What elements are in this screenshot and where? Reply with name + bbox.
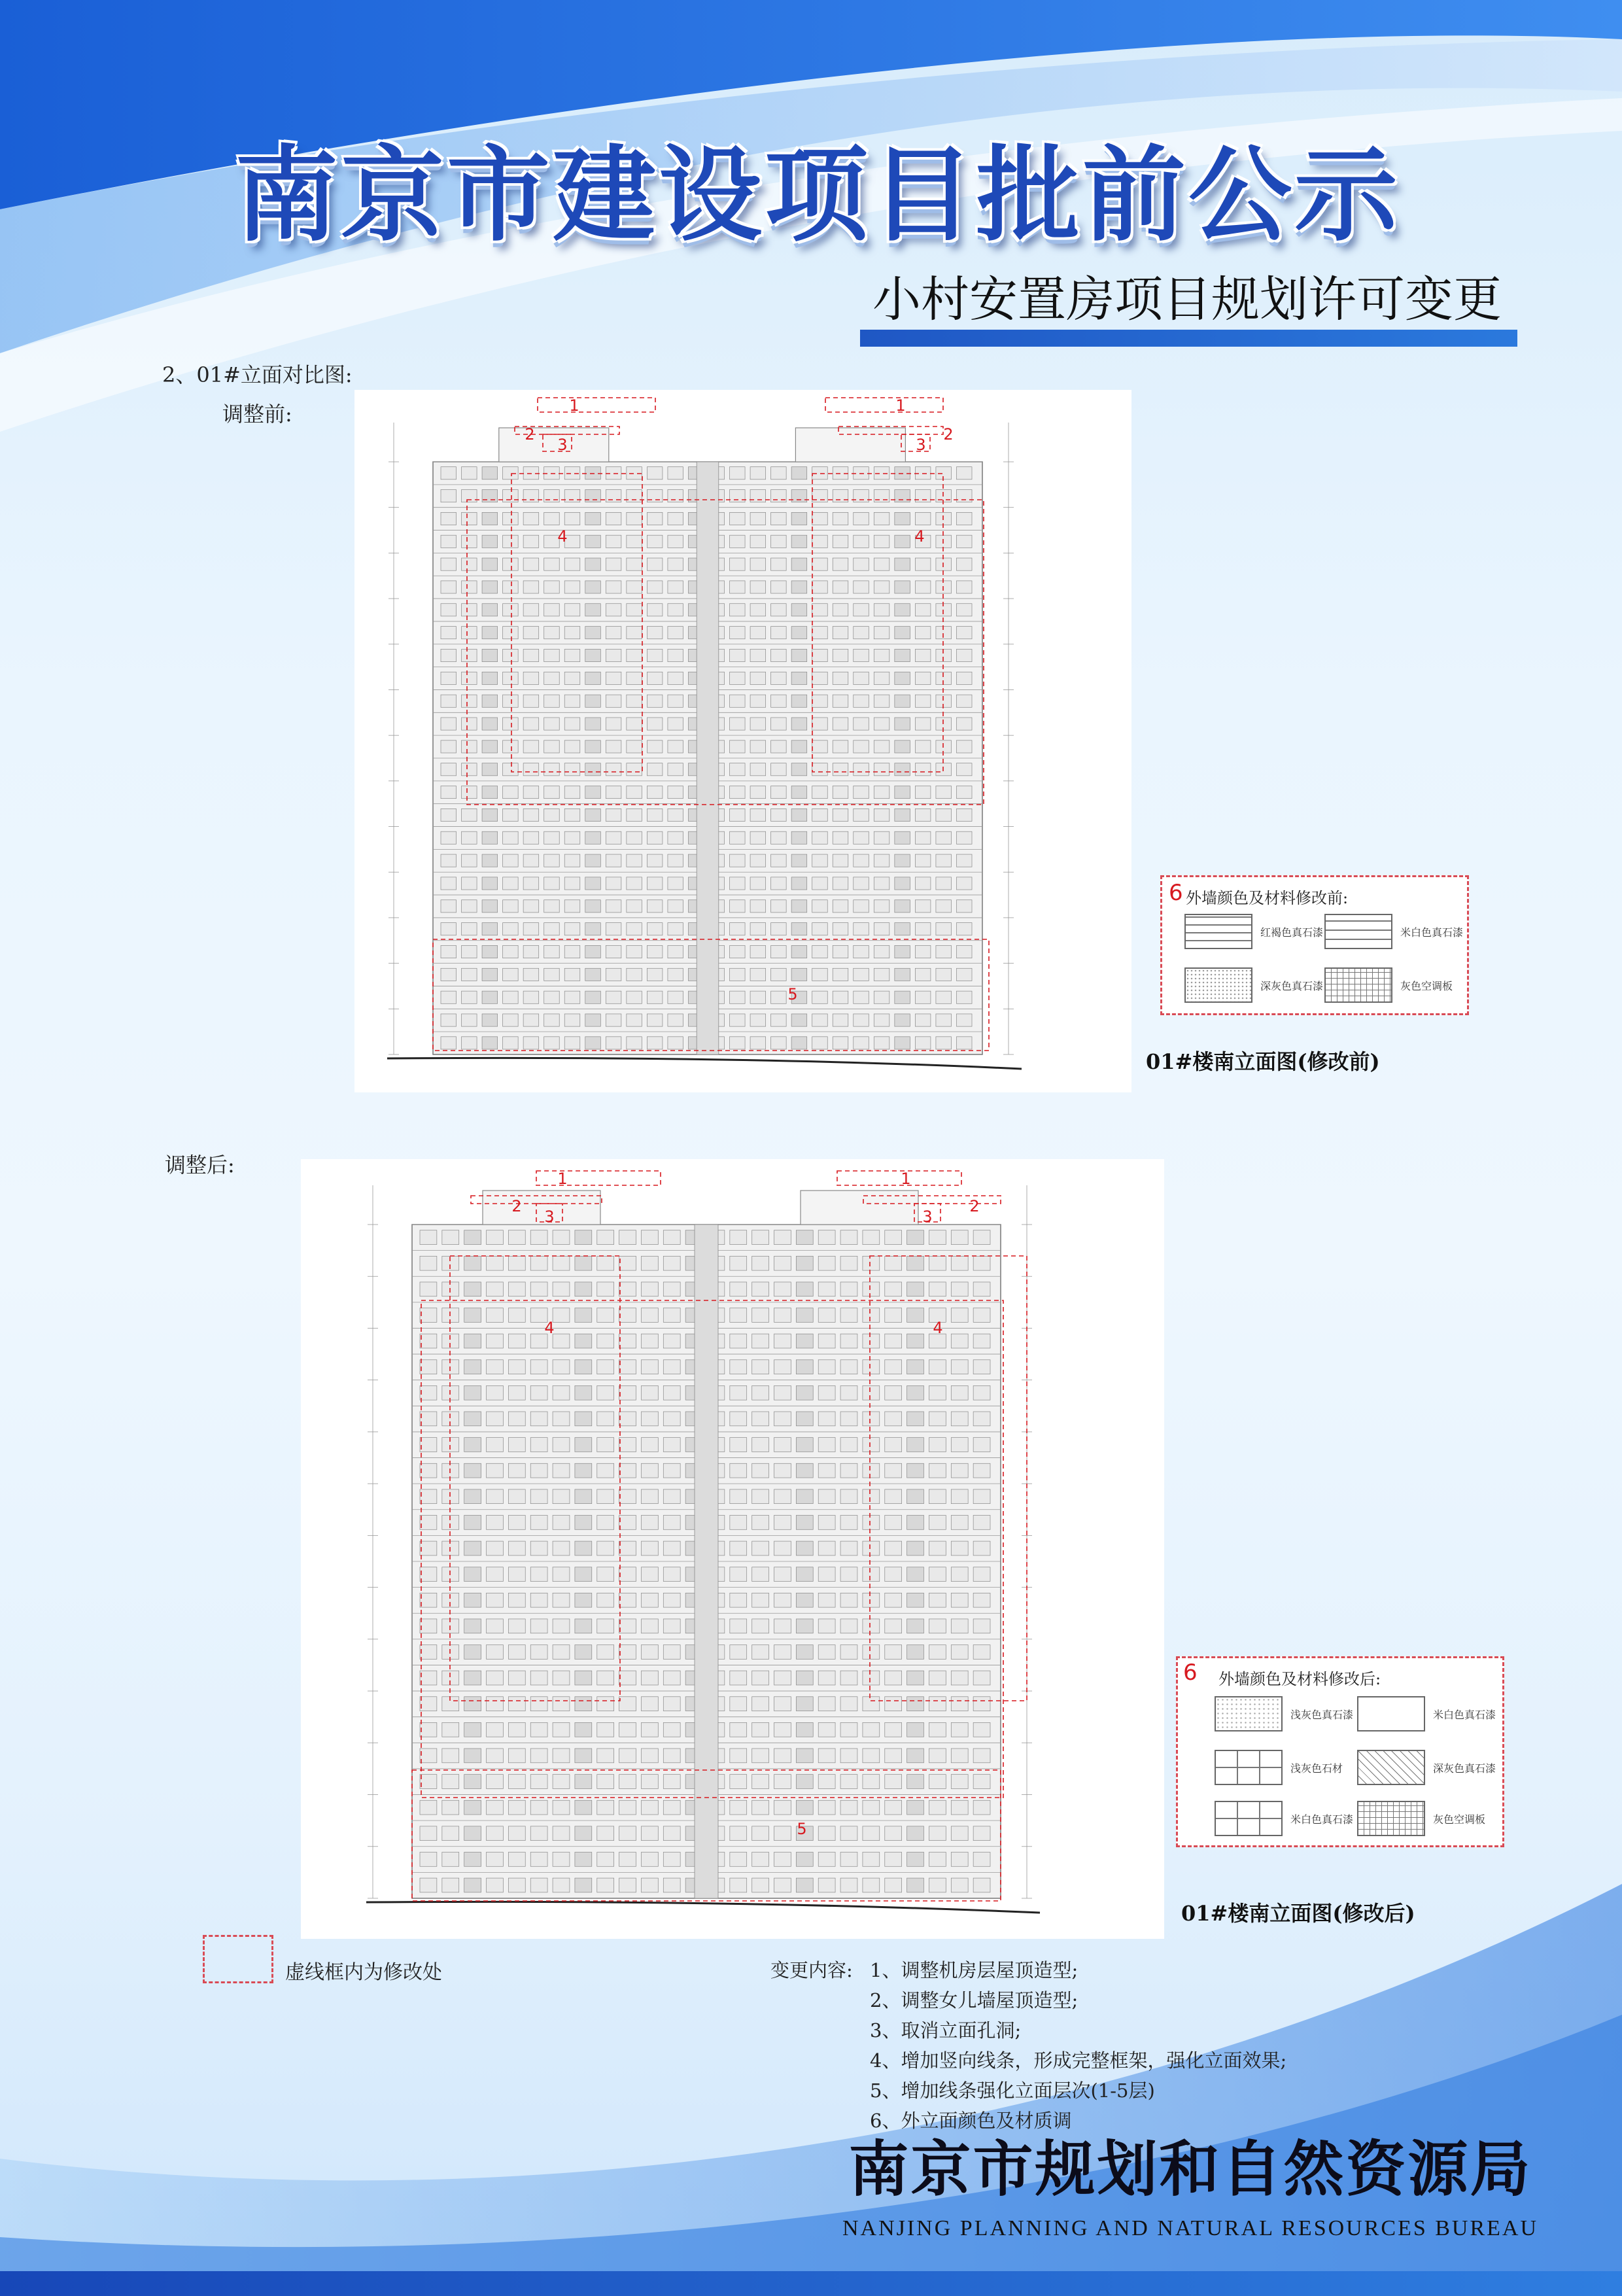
change-marker: 4 <box>557 527 568 546</box>
legend-item-label: 米白色真石漆 <box>1290 1813 1354 1826</box>
change-marker: 2 <box>943 425 954 444</box>
page-title: 南京市建设项目批前公示 <box>235 135 1400 256</box>
note-text: 虚线框内为修改处 <box>285 1961 442 1984</box>
legend-item-label: 浅灰色石材 <box>1290 1762 1343 1775</box>
legend-item-label: 米白色真石漆 <box>1400 926 1464 939</box>
legend-item <box>1215 1801 1353 1836</box>
legend-item-label: 灰色空调板 <box>1400 979 1453 992</box>
legend-after <box>1176 1656 1504 1847</box>
legend-after-number: 6 <box>1183 1660 1198 1686</box>
legend-before-title: 外墙颜色及材料修改前: <box>1186 889 1349 907</box>
elevation-drawing-after <box>301 1159 1164 1939</box>
legend-item <box>1184 967 1323 1003</box>
legend-item-label: 深灰色真石漆 <box>1260 979 1324 992</box>
swatch-gray-ac-panel <box>1357 1801 1425 1836</box>
before-label: 调整前: <box>222 402 292 426</box>
change-marker: 3 <box>922 1208 933 1226</box>
page-subtitle: 小村安置房项目规划许可变更 <box>872 271 1502 328</box>
legend-item-label: 浅灰色真石漆 <box>1290 1708 1354 1721</box>
change-marker: 4 <box>914 527 925 546</box>
caption-before: 01#楼南立面图(修改前) <box>1146 1049 1380 1074</box>
swatch-light-gray <box>1215 1696 1283 1731</box>
building-facade <box>387 423 1022 1069</box>
change-item: 4、增加竖向线条，形成完整框架，强化立面效果; <box>870 2049 1287 2072</box>
change-marker: 4 <box>544 1319 555 1337</box>
change-marker: 2 <box>511 1197 522 1215</box>
elevation-svg <box>354 390 1131 1092</box>
legend-before <box>1160 875 1469 1015</box>
change-item: 5、增加线条强化立面层次(1-5层) <box>870 2079 1155 2102</box>
legend-item <box>1215 1696 1353 1731</box>
after-label: 调整后: <box>165 1153 235 1177</box>
swatch-off-white-stone <box>1215 1801 1283 1836</box>
section-heading: 2、01#立面对比图: <box>162 362 353 387</box>
swatch-red-brown <box>1184 914 1252 949</box>
legend-item <box>1324 914 1463 949</box>
change-list-heading: 变更内容: <box>770 1959 853 1981</box>
building-facade <box>366 1185 1040 1913</box>
swatch-dark-gray <box>1357 1750 1425 1785</box>
change-frame <box>538 398 655 412</box>
change-marker: 4 <box>933 1319 943 1337</box>
agency-name: 南京市规划和自然资源局 <box>848 2134 1532 2204</box>
legend-item-label: 深灰色真石漆 <box>1433 1762 1496 1775</box>
change-marker: 1 <box>895 396 906 415</box>
legend-item-label: 灰色空调板 <box>1433 1813 1486 1826</box>
change-marker: 1 <box>901 1170 911 1188</box>
change-frame <box>536 1171 661 1185</box>
change-item: 2、调整女儿墙屋顶造型; <box>870 1989 1078 2011</box>
change-item: 3、取消立面孔洞; <box>870 2019 1022 2042</box>
change-item: 6、外立面颜色及材质调 <box>870 2110 1072 2132</box>
legend-item <box>1215 1750 1343 1785</box>
legend-before-number: 6 <box>1169 880 1183 906</box>
change-frame <box>837 1171 961 1185</box>
legend-item-label: 红褐色真石漆 <box>1260 926 1324 939</box>
swatch-light-gray-stone <box>1215 1750 1283 1785</box>
change-marker: 3 <box>557 436 568 454</box>
change-marker: 2 <box>525 425 535 444</box>
legend-item <box>1184 914 1323 949</box>
legend-item <box>1357 1696 1496 1731</box>
elevation-svg <box>301 1159 1164 1939</box>
dashed-box-key <box>203 1935 273 1983</box>
bottom-bar <box>0 2271 1622 2296</box>
change-marker: 5 <box>797 1820 807 1838</box>
swatch-off-white <box>1357 1696 1425 1731</box>
change-marker: 3 <box>916 436 926 454</box>
elevation-drawing-before <box>354 390 1131 1092</box>
subtitle-underline <box>860 330 1517 347</box>
legend-item-label: 米白色真石漆 <box>1433 1708 1496 1721</box>
caption-after: 01#楼南立面图(修改后) <box>1181 1901 1415 1926</box>
legend-item <box>1357 1750 1496 1785</box>
legend-item <box>1357 1801 1485 1836</box>
swatch-off-white <box>1324 914 1392 949</box>
change-marker: 1 <box>569 396 579 415</box>
change-marker: 3 <box>544 1208 555 1226</box>
change-marker: 2 <box>969 1197 980 1215</box>
legend-after-title: 外墙颜色及材料修改后: <box>1218 1670 1381 1688</box>
swatch-dark-gray <box>1184 967 1252 1003</box>
change-marker: 5 <box>787 985 798 1003</box>
swatch-gray-ac-panel <box>1324 967 1392 1003</box>
change-item: 1、调整机房层屋顶造型; <box>870 1959 1078 1981</box>
change-marker: 1 <box>557 1170 568 1188</box>
agency-name-english: NANJING PLANNING AND NATURAL RESOURCES BUREAU <box>842 2216 1539 2240</box>
legend-item <box>1324 967 1453 1003</box>
change-frame <box>825 398 943 412</box>
